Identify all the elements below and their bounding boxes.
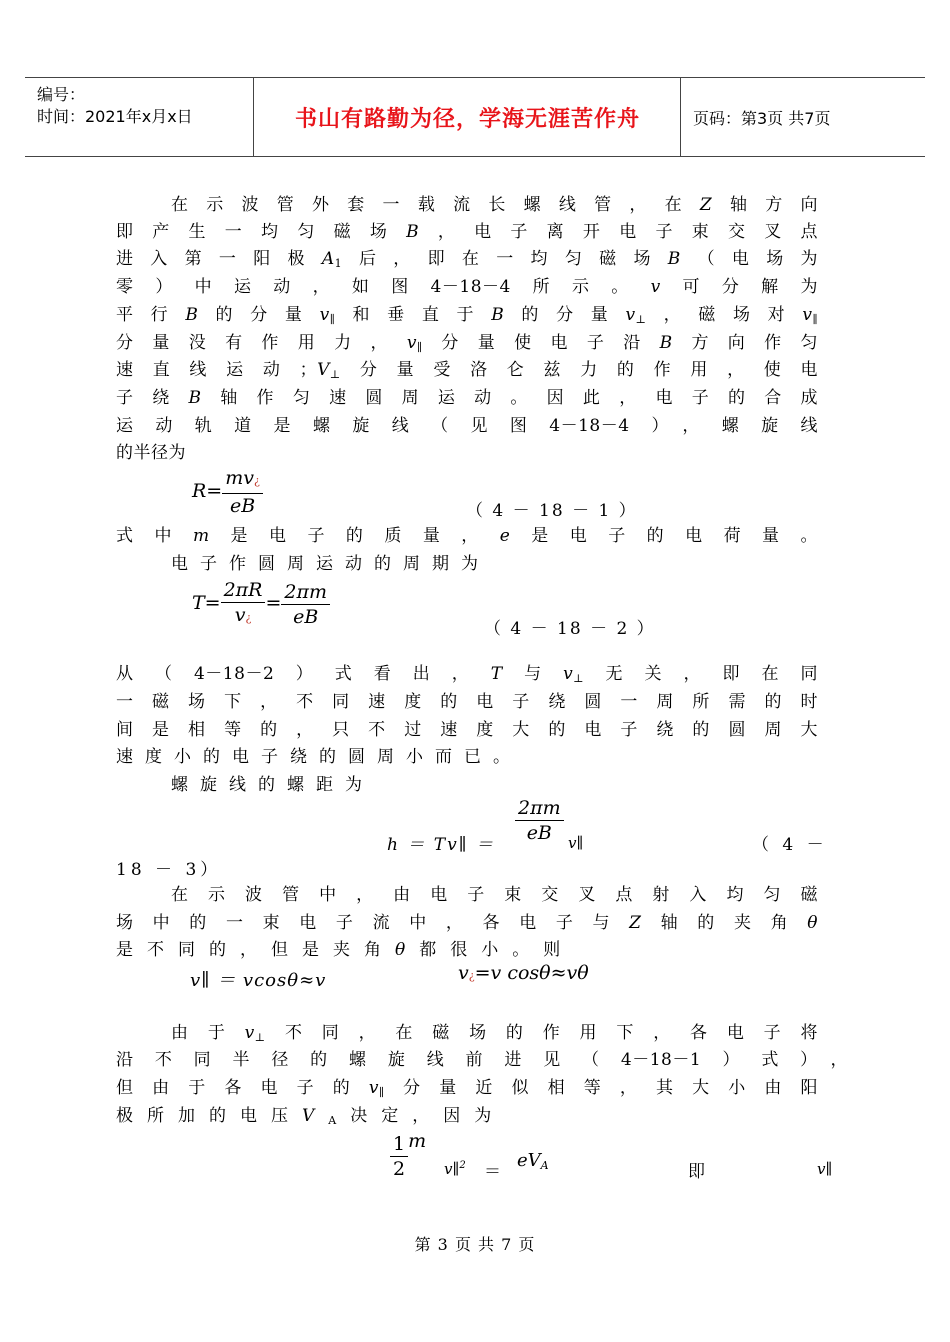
text-line: 的半径为 (116, 443, 186, 463)
equation-pitch-fraction: $\frac{2\pi m}{eB}$ (515, 796, 564, 845)
doc-number-label: 编号： (37, 85, 86, 104)
equation-parallel: v∥ ＝ vcosθ≈v (190, 970, 327, 991)
header-info (37, 84, 193, 128)
equation-energy: $\frac{1}{2}$ m (390, 1130, 426, 1181)
text-line: 从（4－18－2）式看出，T与v⊥无关，即在同 (116, 664, 819, 685)
equation-label: 18 － 3） (116, 860, 222, 880)
text-line: 速直线运动；V⊥分量受洛仑兹力的作用，使电 (116, 360, 819, 381)
header-page-label: 页码：第3页 共7页 (693, 108, 831, 128)
text-line: 在示波管中，由电子束交叉点射入均匀磁 (171, 885, 818, 905)
header-divider (253, 78, 254, 156)
equation-energy-eq: ＝ (484, 1162, 501, 1182)
text-line: 电子作圆周运动的周期为 (171, 554, 490, 574)
text-line: 进入第一阳极A1后，即在一均匀磁场B（电场为 (116, 249, 819, 270)
equation-energy-rhs: eVA (517, 1150, 549, 1172)
text-line: 一磁场下，不同速度的电子绕圆一周所需的时 (116, 692, 818, 712)
equation-perp: v¿=v cosθ≈vθ (458, 962, 589, 984)
text-line: 在示波管外套一载流长螺线管，在Z轴方向 (171, 195, 819, 215)
text-line: 运动轨道是螺旋线（见图4－18－4），螺旋线 (116, 416, 818, 436)
equation-period: T= $\frac{2\pi R}{v¿}$ = $\frac{2\pi m}{eB}$ (192, 578, 330, 630)
equation-label: （ 4 － 18 － 2 ） (484, 619, 656, 639)
equation-energy-tail: v∥ (817, 1160, 833, 1178)
header-motto: 书山有路勤为径，学海无涯苦作舟 (294, 106, 640, 132)
text-line: 沿不同半径的螺旋线前进见（4－18－1）式）， (116, 1050, 848, 1070)
equation-energy-ji: 即 (688, 1162, 705, 1182)
text-line: 间是相等的，只不过速度大的电子绕的圆周大 (116, 720, 818, 740)
equation-label: （ 4 － (752, 835, 828, 855)
text-line: 但由于各电子的v∥分量近似相等，其大小由阳 (116, 1078, 819, 1099)
text-line: 极所加的电压VA决定，因为 (116, 1106, 506, 1127)
document-header (25, 77, 925, 157)
text-line: 分量没有作用力，v∥分量使电子沿B方向作匀 (116, 333, 819, 354)
equation-pitch-tail: v∥ (568, 834, 584, 852)
equation-radius: R= $\frac{mv¿}{eB}$ (192, 466, 263, 518)
equation-pitch: h ＝ Tv∥ ＝ (387, 835, 495, 855)
text-line: 场中的一束电子流中，各电子与Z轴的夹角θ (116, 913, 819, 933)
page-footer: 第 3 页 共 7 页 (414, 1235, 536, 1254)
text-line: 子绕B轴作匀速圆周运动。因此，电子的合成 (116, 388, 819, 408)
doc-time-label: 时间：2021年x月x日 (37, 107, 193, 126)
text-line: 零）中运动，如图4－18－4所示。v可分解为 (116, 277, 818, 297)
equation-energy-v: v∥$^2$ (444, 1160, 466, 1178)
equation-label: （ 4 － 18 － 1 ） (466, 501, 638, 521)
text-line: 螺旋线的螺距为 (171, 775, 374, 795)
text-line: 是不同的，但是夹角θ都很小。则 (116, 940, 575, 960)
text-line: 由于v⊥不同，在磁场的作用下，各电子将 (171, 1023, 819, 1044)
text-line: 式中m是电子的质量，e是电子的电荷量。 (116, 526, 819, 546)
header-divider (680, 78, 681, 156)
text-line: 平行B的分量v∥和垂直于B的分量v⊥，磁场对v∥ (116, 305, 819, 326)
text-line: 速度小的电子绕的圆周小而已。 (116, 747, 522, 767)
text-line: 即产生一均匀磁场B，电子离开电子束交叉点 (116, 222, 819, 242)
